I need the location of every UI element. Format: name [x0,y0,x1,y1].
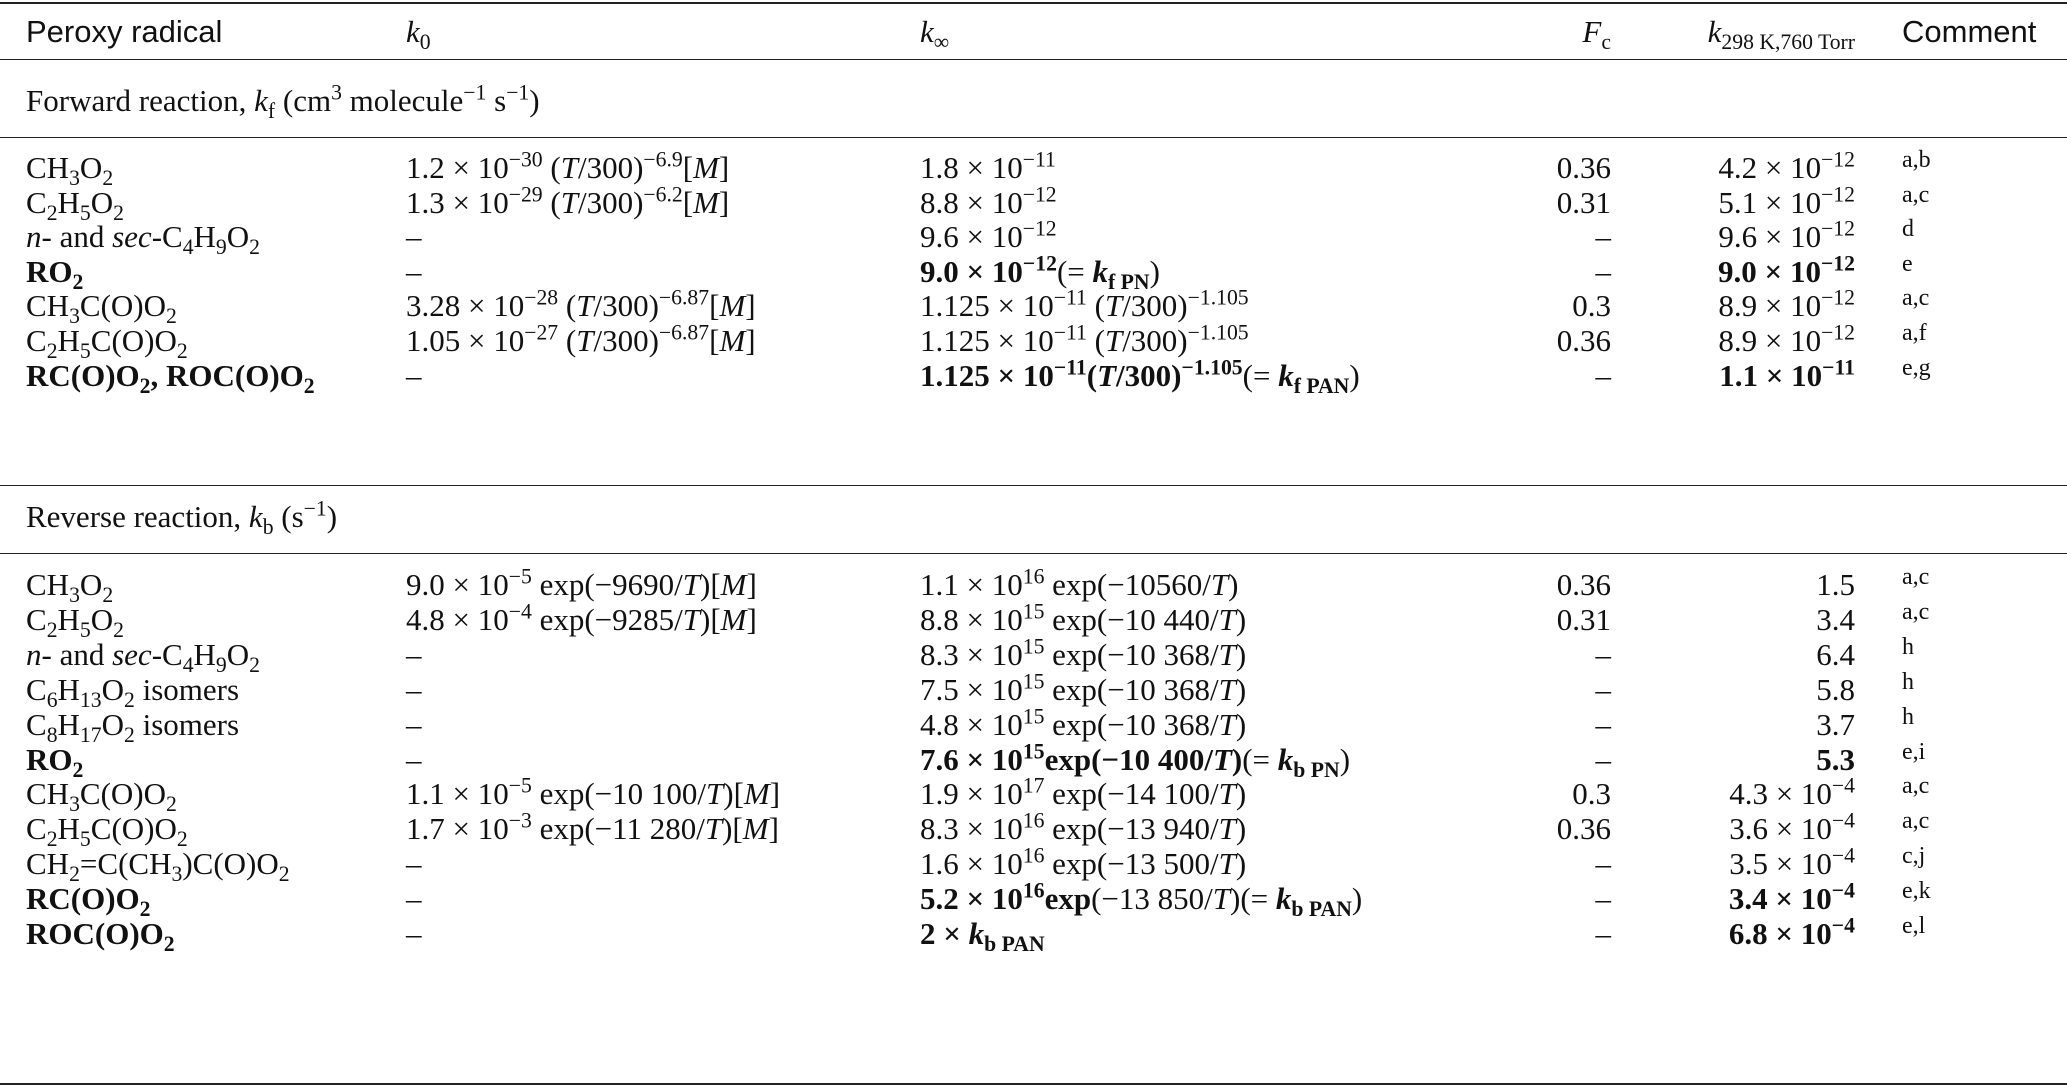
header-k0: $k_0$ [406,14,431,55]
cell-k298: 1.5 [1816,567,1855,602]
header-rule [0,59,2067,60]
cell-fc: 0.36 [1556,811,1611,847]
cell-radical: $C_8H_{17}O_2$ isomers [26,706,240,747]
forward-section-title: Forward reaction, $k_f$ ($cm^3$ molecule$^{-1}$ $s^{-1}$) [26,80,540,124]
cell-radical: $CH_3O_2$ [26,567,114,608]
cell-kinf: $5.2 \times 10^{16}\exp(-13$ $850/T)(= k_{b PAN})$ [920,878,1363,922]
cell-radical: $C_2H_5C(O)O_2$ [26,811,188,852]
cell-comment: d [1902,216,1914,243]
cell-k298: $3.5 \times 10^{-4}$ [1729,843,1855,882]
table-row [0,911,2067,957]
cell-k0: $1.1 \times 10^{-5}$ exp(−10 100/T)[M] [406,774,781,812]
cell-radical: $CH_2=C(CH_3)C(O)O_2$ [26,846,290,887]
cell-comment: a,c [1902,598,1930,625]
cell-fc: – [1595,357,1611,393]
cell-comment: e,g [1902,354,1931,381]
cell-k0: – [406,846,422,882]
cell-fc: 0.36 [1556,567,1611,602]
cell-radical: $C_6H_{13}O_2$ isomers [26,671,240,712]
cell-comment: h [1902,633,1914,660]
cell-radical: $RO_2$ [26,253,84,294]
cell-comment: h [1902,703,1914,730]
cell-comment: e [1902,250,1913,277]
cell-k0: – [406,636,422,672]
cell-comment: e,l [1902,913,1926,939]
cell-radical: $ROC(O)O_2$ [26,916,175,957]
cell-k298: $4.3 \times 10^{-4}$ [1729,774,1855,812]
cell-kinf: $8.3 \times 10^{15}$ exp(−10 368/T) [920,634,1247,672]
cell-kinf: $7.5 \times 10^{15}$ exp(−10 368/T) [920,669,1247,707]
cell-comment: a,c [1902,808,1930,835]
cell-fc: – [1595,253,1611,289]
cell-k298: $8.9 \times 10^{-12}$ [1718,320,1855,358]
cell-k0: – [406,741,422,777]
cell-fc: – [1595,916,1611,951]
cell-comment: e,k [1902,878,1931,905]
cell-k298: $1.1 \times 10^{-11}$ [1719,355,1855,393]
cell-kinf: $1.1 \times 10^{16}$ exp(−10560/T) [920,564,1239,602]
cell-k0: – [406,253,422,289]
cell-fc: 0.31 [1556,601,1611,637]
cell-radical: $CH_3C(O)O_2$ [26,776,177,817]
cell-radical: $CH_3C(O)O_2$ [26,288,177,329]
cell-radical: $RO_2$ [26,741,84,782]
cell-fc: – [1595,706,1611,742]
cell-kinf: $9.0 \times 10^{-12}(= k_{f PN})$ [920,251,1160,294]
mid-rule [0,485,2067,486]
cell-k0: – [406,916,422,951]
cell-kinf: $1.6 \times 10^{16}$ exp(−13 500/T) [920,843,1247,882]
cell-k298: 6.4 [1816,636,1855,672]
cell-radical: $RC(O)O_2$, $ROC(O)O_2$ [26,357,315,398]
cell-k298: 3.4 [1816,601,1855,637]
cell-fc: – [1595,846,1611,882]
cell-k0: $1.3 \times 10^{-29}$ $(T/300)^{-6.2}[M]$ [406,182,730,220]
cell-fc: – [1595,636,1611,672]
cell-kinf: $8.8 \times 10^{15}$ exp(−10 440/T) [920,599,1247,637]
cell-k0: $1.7 \times 10^{-3}$ exp(−11 280/T)[M] [406,808,779,847]
cell-k0: $4.8 \times 10^{-4}$ exp(−9285/T)[M] [406,599,757,637]
cell-radical: $C_2H_5O_2$ [26,601,124,643]
cell-k298: $3.6 \times 10^{-4}$ [1729,808,1855,847]
cell-comment: c,j [1902,843,1926,870]
cell-k0: – [406,706,422,742]
bottom-rule [0,1083,2067,1085]
cell-comment: e,i [1902,738,1926,765]
cell-radical: $CH_3O_2$ [26,150,114,191]
cell-comment: a,f [1902,320,1927,346]
cell-comment: h [1902,668,1914,695]
cell-fc: – [1595,671,1611,707]
cell-comment: a,c [1902,773,1930,800]
cell-radical: n- and $\sec-C_4H_9O_2$ [26,219,260,260]
cell-k298: $8.9 \times 10^{-12}$ [1718,286,1855,324]
header-fc: $F_c$ [1582,14,1611,55]
header-row [0,9,2067,55]
cell-k298: 5.8 [1816,671,1855,707]
cell-k298: $6.8 \times 10^{-4}$ [1728,913,1855,951]
cell-fc: 0.3 [1572,776,1611,812]
cell-k0: – [406,671,422,707]
cell-k298: $9.0 \times 10^{-12}$ [1718,251,1855,289]
cell-comment: a,b [1902,147,1931,173]
cell-kinf: $1.9 \times 10^{17}$ exp(−14 100/T) [920,774,1247,812]
cell-k0: $9.0 \times 10^{-5}$ exp(−9690/T)[M] [406,564,757,602]
cell-radical: $C_2H_5C(O)O_2$ [26,323,188,364]
reverse-rule [0,553,2067,554]
cell-fc: – [1595,881,1611,917]
forward-rule [0,137,2067,138]
cell-comment: a,c [1902,285,1930,312]
cell-k298: $3.4 \times 10^{-4}$ [1728,878,1855,917]
cell-comment: a,c [1902,564,1930,590]
cell-k298: $9.6 \times 10^{-12}$ [1718,216,1855,255]
cell-fc: – [1595,219,1611,255]
cell-kinf: $9.6 \times 10^{-12}$ [920,216,1057,255]
cell-kinf: $7.6 \times 10^{15}\exp(-10$ $400/T)(= k_{b PN})$ [920,739,1351,782]
cell-kinf: $8.3 \times 10^{16}$ exp(−13 940/T) [920,808,1247,847]
cell-kinf: $1.125 \times 10^{-11}(T/300)^{-1.105}(= k_{f PAN})$ [920,355,1360,398]
cell-fc: 0.3 [1572,288,1611,324]
cell-k0: – [406,881,422,917]
cell-radical: $RC(O)O_2$ [26,881,151,922]
cell-fc: 0.36 [1556,323,1611,358]
cell-radical: n- and $\sec-C_4H_9O_2$ [26,636,260,677]
cell-kinf: $1.125 \times 10^{-11}$ $(T/300)^{-1.105}$ [920,286,1249,324]
cell-k0: $1.05 \times 10^{-27}$ $(T/300)^{-6.87}[M]$ [406,320,756,358]
cell-k298: 3.7 [1816,706,1855,742]
cell-k298: 5.3 [1816,741,1855,777]
cell-k0: – [406,357,422,393]
cell-comment: a,c [1902,181,1930,208]
header-kinf: $k_\infty$ [920,14,950,55]
table-row [0,353,2067,399]
cell-radical: $C_2H_5O_2$ [26,184,124,225]
header-peroxy-radical: Peroxy radical [26,14,223,49]
header-comment: Comment [1902,14,2037,49]
cell-k0: $1.2 \times 10^{-30}$ $(T/300)^{-6.9}[M]$ [406,147,730,185]
header-k298: $k_{298 K,760 Torr}$ [1707,14,1855,55]
cell-fc: 0.31 [1556,184,1611,220]
cell-k0: $3.28 \times 10^{-28}$ $(T/300)^{-6.87}[M]$ [406,286,756,324]
cell-k298: $5.1 \times 10^{-12}$ [1718,182,1855,220]
reverse-section-title: Reverse reaction, $k_b$ $(s^{-1})$ [26,496,338,540]
cell-fc: 0.36 [1556,150,1611,185]
top-rule [0,2,2067,4]
cell-fc: – [1595,741,1611,777]
cell-kinf: $4.8 \times 10^{15}$ exp(−10 368/T) [920,704,1247,742]
cell-k0: – [406,219,422,255]
cell-kinf: $1.8 \times 10^{-11}$ [920,147,1056,185]
cell-kinf: $8.8 \times 10^{-12}$ [920,182,1057,220]
cell-k298: $4.2 \times 10^{-12}$ [1718,147,1855,185]
cell-kinf: $1.125 \times 10^{-11}$ $(T/300)^{-1.105}$ [920,320,1249,358]
cell-kinf: $2 \times k_{b PAN}$ [920,916,1045,957]
